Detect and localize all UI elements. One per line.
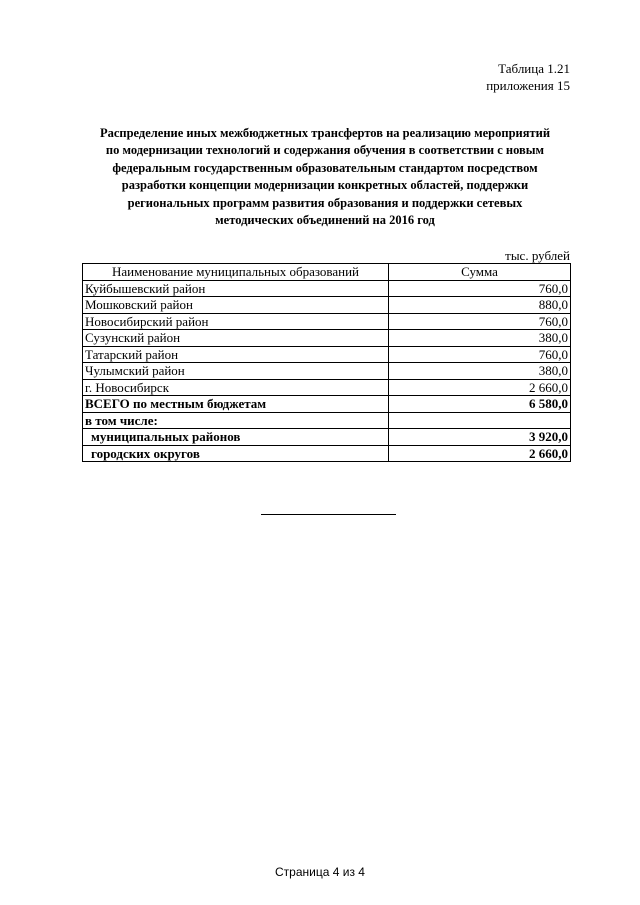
table-row [83, 313, 571, 330]
row-sum: 880,0 [389, 297, 571, 314]
document-title [80, 125, 570, 229]
subtotal-row [83, 445, 571, 462]
row-name: г. Новосибирск [83, 379, 389, 396]
row-sum: 760,0 [389, 313, 571, 330]
row-name: Куйбышевский район [83, 280, 389, 297]
subtotal-name: городских округов [83, 445, 389, 462]
table-row [83, 297, 571, 314]
subtotal-name: муниципальных районов [83, 429, 389, 446]
total-name: ВСЕГО по местным бюджетам [83, 396, 389, 413]
end-divider-line [261, 514, 396, 515]
table-row [83, 330, 571, 347]
title-line: Распределение иных межбюджетных трансфертов на реализацию мероприятий [99, 126, 551, 140]
subtotal-sum: 3 920,0 [389, 429, 571, 446]
title-line: федеральным государственным образовательным стандартом посредством [112, 160, 538, 175]
table-header-row [83, 264, 571, 281]
row-name: Мошковский район [83, 297, 389, 314]
column-header-name: Наименование муниципальных образований [83, 264, 389, 281]
total-row [83, 396, 571, 413]
row-sum: 760,0 [389, 346, 571, 363]
including-sum-empty [389, 412, 571, 429]
page-footer: Страница 4 из 4 [275, 865, 365, 879]
title-line: региональных программ развития образования и поддержки сетевых [127, 195, 523, 210]
title-line: разработки концепции модернизации конкретных областей, поддержки [121, 178, 529, 193]
title-line: методических объединений на 2016 год [215, 213, 435, 228]
row-name: Сузунский район [83, 330, 389, 347]
total-sum: 6 580,0 [389, 396, 571, 413]
subtotal-row [83, 429, 571, 446]
row-name: Чулымский район [83, 363, 389, 380]
subtotal-sum: 2 660,0 [389, 445, 571, 462]
row-sum: 2 660,0 [389, 379, 571, 396]
row-sum: 760,0 [389, 280, 571, 297]
table-row [83, 346, 571, 363]
including-row [83, 412, 571, 429]
row-sum: 380,0 [389, 330, 571, 347]
table-reference [486, 60, 570, 94]
appendix-number: приложения 15 [486, 78, 570, 93]
table-row [83, 363, 571, 380]
budget-table [82, 263, 571, 462]
units-label: тыс. рублей [505, 248, 570, 263]
table-number: Таблица 1.21 [498, 61, 570, 76]
row-sum: 380,0 [389, 363, 571, 380]
column-header-sum: Сумма [389, 264, 571, 281]
including-label: в том числе: [83, 412, 389, 429]
row-name: Новосибирский район [83, 313, 389, 330]
table-row [83, 379, 571, 396]
table-row [83, 280, 571, 297]
title-line: по модернизации технологий и содержания обучения в соответствии с новым [105, 143, 545, 158]
row-name: Татарский район [83, 346, 389, 363]
